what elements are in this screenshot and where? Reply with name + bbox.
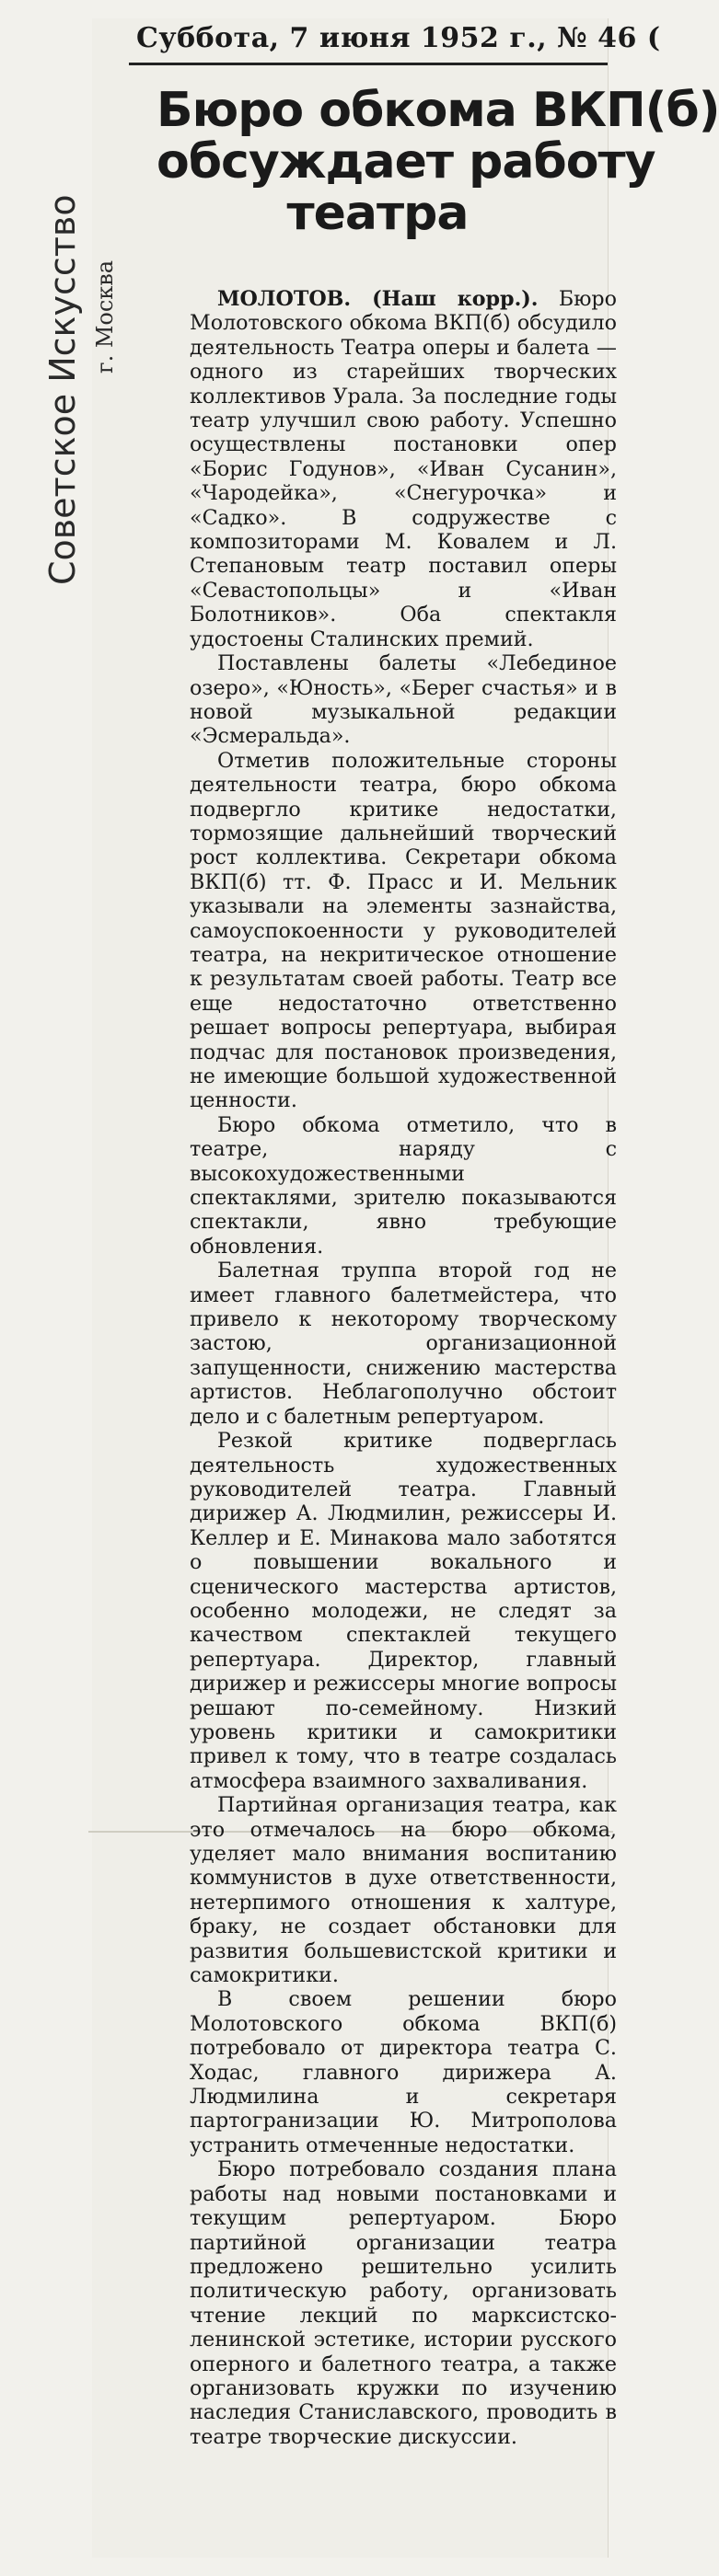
article-paragraph: Поставлены балеты «Лебединое озеро», «Юность», «Берег счастья» и в новой музыкальной редакции «Эсмеральда». — [190, 651, 617, 749]
issue-dateline: Суббота, 7 июня 1952 г., № 46 ( — [136, 22, 661, 54]
article-paragraph: Балетная труппа второй год не имеет главного балетмейстера, что привело к некоторому творческому застою, организационной запущенности, снижению мастерства артистов. Неблагополучно обстоит дело и с балетным репертуаром. — [190, 1259, 617, 1429]
source-paper-name: Советское Искусство — [42, 194, 83, 585]
article-paragraph: Партийная организация театра, как это отмечалось на бюро обкома, уделяет мало внимания воспитанию коммунистов в духе ответственности, нетерпимого отношения к халтуре, браку, не создает обстановки для развития большевистской критики и самокритики. — [190, 1793, 617, 1988]
article-paragraph: Бюро обкома отметило, что в театре, наряду с высокохудожественными спектаклями, зрителю показываются спектакли, явно требующие обновления. — [190, 1112, 617, 1259]
headline-line-3: театра — [286, 186, 469, 241]
source-annotation — [15, 88, 144, 604]
article-headline — [157, 83, 719, 241]
article-paragraph: Резкой критике подверглась деятельность художественных руководителей театра. Главный дирижер А. Людмилин, режиссеры И. Келлер и Е. Минакова мало заботятся о повышении вокального и сценического мастерства артистов, особенно молодежи, не следят за качеством спектаклей текущего репертуара. Директор, главный дирижер и режиссеры многие вопросы решают по-семейному. Низкий уровень критики и самокритики привел к тому, что в театре создалась атмосфера взаимного захваливания. — [190, 1429, 617, 1793]
article-paragraph: В своем решении бюро Молотовского обкома ВКП(б) потребовало от директора театра С. Ходас, главного дирижера А. Людмилина и секретаря партогранизации Ю. Митрополова устранить отмеченные недостатки. — [190, 1987, 617, 2157]
paragraph-text: Бюро Молотовского обкома ВКП(б) обсудило деятельность Театра оперы и балета — одного из старейших творческих коллективов Урала. За последние годы театр улучшил свою работу. Успешно осуществлены постановки опер «Борис Годунов», «Иван Сусанин», «Чародейка», «Снегурочка» и «Садко». В содружестве с композиторами М. Ковалем и Л. Степановым театр поставил оперы «Севастопольцы» и «Иван Болотников». Оба спектакля удостоены Сталинских премий. — [190, 287, 617, 651]
article-paragraph: Отметив положительные стороны деятельности театра, бюро обкома подвергло критике недостатки, тормозящие дальнейший творческий рост коллектива. Секретари обкома ВКП(б) тт. Ф. Прасс и И. Мельник указывали на элементы зазнайства, самоуспокоенности у руководителей театра, на некритическое отношение к результатам своей работы. Театр все еще недостаточно ответственно решает вопросы репертуара, выбирая подчас для постановок произведения, не имеющие большой художественной ценности. — [190, 748, 617, 1113]
headline-line-2: обсуждает работу — [157, 134, 655, 190]
article-body — [190, 287, 617, 2449]
article-dateline: МОЛОТОВ. (Наш корр.). — [217, 287, 539, 311]
header-rule — [129, 63, 608, 65]
headline-line-1: Бюро обкома ВКП(б) — [157, 83, 719, 138]
source-city: г. Москва — [92, 259, 118, 374]
article-paragraph: Бюро потребовало создания плана работы над новыми постановками и текущим репертуаром. Бюро партийной организации театра предложено решительно усилить политическую работу, организовать чтение лекций по марксистско-ленинской эстетике, истории русского оперного и балетного театра, а также организовать кружки по изучению наследия Станиславского, проводить в театре творческие дискуссии. — [190, 2157, 617, 2449]
article-paragraph — [190, 287, 617, 651]
